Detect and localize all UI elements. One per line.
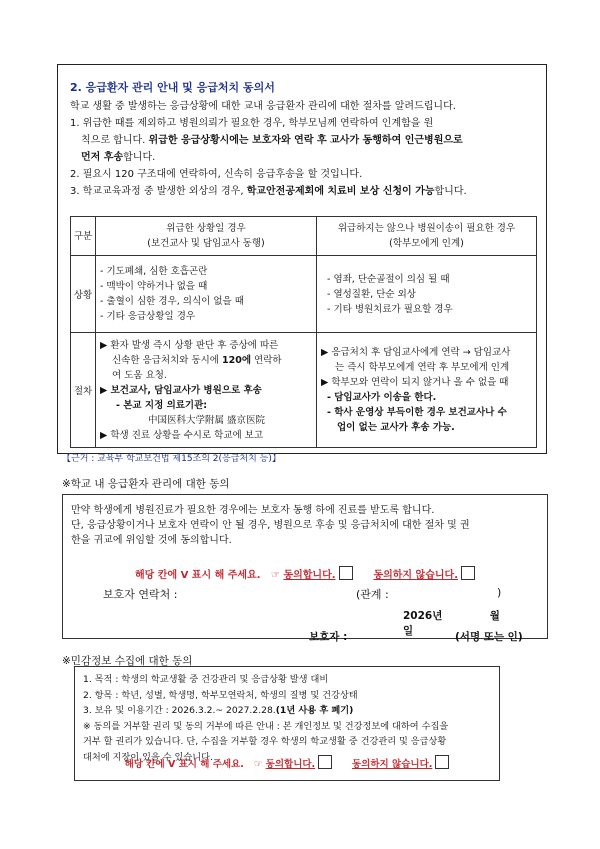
designated-hospital-name: 中国医科大学附属 盛京医院 bbox=[148, 414, 266, 426]
disagree-label: 동의하지 않습니다. bbox=[373, 570, 458, 581]
sign-note: (서명 또는 인) bbox=[455, 631, 523, 643]
list-item: - 염좌, 단순골절이 의심 될 때 bbox=[327, 273, 450, 285]
item-1-bold: 위급한 응급상황시에는 보호자와 연락 후 교사가 동행하여 인근병원으로 bbox=[148, 135, 463, 146]
consent-line: 단, 응급상황이거나 보호자 연락이 안 될 경우, 병원으로 후송 및 응급처치에 대한 절차 및 권 bbox=[71, 520, 470, 531]
privacy-section-title: ※민감정보 수집에 대한 동의 bbox=[62, 655, 193, 667]
procedure-step-cont2: 여 도움 요청. bbox=[112, 369, 167, 381]
item-3 bbox=[70, 183, 540, 200]
procedure-text-end: 연락하 bbox=[251, 354, 282, 366]
item-1-cont bbox=[70, 132, 540, 149]
procedure-step-cont: 는 즉시 학부모에게 연락 후 부모에게 인계 bbox=[335, 362, 510, 373]
item-2: 2. 필요시 120 구조대에 연락하여, 신속히 응급후송을 할 것입니다. bbox=[70, 169, 363, 180]
privacy-disagree-checkbox[interactable] bbox=[435, 755, 449, 769]
legal-basis: 【근거 : 교육부 학교보건법 제15조의 2(응급처치 등)】 bbox=[62, 454, 281, 464]
privacy-agree-checkbox[interactable] bbox=[318, 755, 332, 769]
header-noncritical bbox=[317, 217, 537, 256]
privacy-choice bbox=[75, 755, 499, 770]
date-day: 일 bbox=[403, 625, 414, 637]
consent-choice bbox=[63, 566, 547, 581]
list-item: - 맥박이 약하거나 없을 때 bbox=[100, 281, 208, 292]
guardian-contact-label: 보호자 연락처 : bbox=[103, 588, 178, 601]
item-3-text: 3. 학교교육과정 중 발생한 외상의 경우, bbox=[70, 186, 247, 197]
section-title: 2. 응급환자 관리 안내 및 응급처치 동의서 bbox=[70, 81, 275, 94]
privacy-period-bold: (1년 사용 후 폐기) bbox=[275, 705, 354, 716]
procedure-bold: 120에 bbox=[222, 354, 252, 366]
disagree-checkbox[interactable] bbox=[461, 566, 475, 580]
header-critical bbox=[96, 217, 317, 256]
pointer-mark: ☞ bbox=[253, 759, 266, 770]
procedure-step-bold: - 학사 운영상 부득이한 경우 보건교사나 수 bbox=[327, 407, 507, 418]
consent-box bbox=[62, 494, 548, 643]
intro-line: 학교 생활 중 발생하는 응급상황에 대한 교내 응급환자 관리에 대한 절차를 알려드립니다. bbox=[70, 101, 456, 112]
procedure-critical bbox=[96, 333, 317, 448]
privacy-line: 1. 목적 : 학생의 학교생활 중 건강관리 및 응급상황 발생 대비 bbox=[83, 674, 329, 685]
item-1-end bbox=[70, 149, 540, 166]
procedure-step-bold: 업이 없는 교사가 후송 가능. bbox=[337, 422, 455, 433]
item-3-bold: 학교안전공제회에 치료비 보상 신청이 가능 bbox=[246, 186, 435, 197]
privacy-note: ※ 동의를 거부할 권리 및 동의 거부에 따른 안내 : 본 개인정보 및 건강정보에 대하여 수집을 bbox=[83, 720, 449, 732]
row-situation-label: 상황 bbox=[71, 256, 96, 333]
procedure-step: ▶ 응급처치 후 담임교사에게 연락 → 담임교사 bbox=[321, 347, 511, 358]
header-critical-line2: (보건교사 및 담임교사 동행) bbox=[147, 238, 265, 249]
privacy-line: 2. 항목 : 학년, 성별, 학생명, 학부모연락처, 학생의 질병 및 건강상태 bbox=[83, 689, 358, 701]
list-item: - 기타 병원치료가 필요할 경우 bbox=[327, 303, 453, 315]
relation-close: ) bbox=[497, 586, 502, 599]
procedure-step-cont bbox=[100, 353, 312, 368]
mark-prompt: 해당 칸에 V 표시 해 주세요. bbox=[134, 570, 261, 581]
privacy-box bbox=[74, 666, 500, 781]
privacy-line bbox=[83, 703, 493, 719]
item-3-end: 합니다. bbox=[434, 186, 467, 197]
list-item: - 출혈이 심한 경우, 의식이 없을 때 bbox=[100, 296, 244, 307]
mark-prompt: 해당 칸에 V 표시 해 주세요. bbox=[124, 759, 244, 770]
procedure-step: ▶ 학부모와 연락이 되지 않거나 올 수 없을 때 bbox=[321, 377, 509, 388]
privacy-note: 거부 할 권리가 있습니다. 단, 수집을 거부할 경우 학생의 학교생활 중 건강관리 및 응급상황 bbox=[83, 736, 447, 747]
procedure-step: ▶ 환자 발생 즉시 상황 판단 후 증상에 따른 bbox=[100, 339, 279, 351]
procedure-step-transport: ▶ 보건교사, 담임교사가 병원으로 후송 bbox=[100, 384, 262, 396]
header-critical-line1: 위급한 상황일 경우 bbox=[166, 223, 246, 234]
list-item: - 기도폐쇄, 심한 호흡곤란 bbox=[100, 266, 208, 277]
header-noncritical-line1: 위급하지는 않으나 병원이송이 필요한 경우 bbox=[337, 223, 516, 234]
agree-checkbox[interactable] bbox=[339, 566, 353, 580]
situation-noncritical bbox=[317, 256, 537, 333]
consent-line: 한을 귀교에 위임할 것에 동의합니다. bbox=[71, 535, 232, 546]
situation-critical bbox=[96, 256, 317, 333]
consent-section-title: ※학교 내 응급환자 관리에 대한 동의 bbox=[62, 478, 230, 490]
row-procedure-label: 절차 bbox=[71, 333, 96, 448]
procedure-text: 신속한 응급처치와 동시에 bbox=[112, 354, 223, 366]
designated-hospital-label: - 본교 지정 의료기관: bbox=[116, 399, 208, 411]
relation-label: (관계 : bbox=[356, 588, 389, 601]
date-month: 월 bbox=[489, 610, 500, 622]
privacy-period: 3. 보유 및 이용기간 : 2026.3.2.~ 2027.2.28. bbox=[83, 705, 276, 716]
privacy-text bbox=[83, 672, 493, 765]
item-1-end-text: 합니다. bbox=[123, 152, 156, 163]
agree-label: 동의합니다. bbox=[283, 570, 336, 581]
header-noncritical-line2: (학부모에게 인계) bbox=[389, 238, 464, 249]
list-item: - 열성질환, 단순 외상 bbox=[327, 288, 416, 300]
pointer-mark: ☞ bbox=[270, 570, 284, 581]
emergency-table bbox=[70, 216, 537, 448]
consent-text bbox=[71, 503, 537, 548]
guardian-sign-label: 보호자 : bbox=[309, 631, 348, 643]
consent-line: 만약 학생에게 병원진료가 필요한 경우에는 보호자 동행 하에 진료를 받도록 합니다. bbox=[71, 505, 435, 516]
procedure-step-bold: - 담임교사가 이송을 한다. bbox=[327, 392, 437, 403]
procedure-step-report: ▶ 학생 진료 상황을 수시로 학교에 보고 bbox=[100, 429, 264, 441]
date-year: 2026년 bbox=[403, 610, 443, 622]
item-1: 1. 위급한 때를 제외하고 병원의뢰가 필요한 경우, 학부모님께 연락하여 인계함을 원 bbox=[70, 118, 434, 129]
disagree-label: 동의하지 않습니다. bbox=[352, 759, 433, 770]
item-1-bold-2: 먼저 후송 bbox=[81, 152, 124, 163]
agree-label: 동의합니다. bbox=[265, 759, 316, 770]
header-category: 구분 bbox=[71, 217, 96, 256]
list-item: - 기타 응급상황일 경우 bbox=[100, 311, 196, 322]
intro-text bbox=[70, 98, 540, 200]
item-1-text: 칙으로 합니다. bbox=[81, 135, 149, 146]
privacy-note: 대처에 지장이 있을 수 있습니다. bbox=[83, 751, 213, 763]
procedure-noncritical bbox=[317, 333, 537, 448]
